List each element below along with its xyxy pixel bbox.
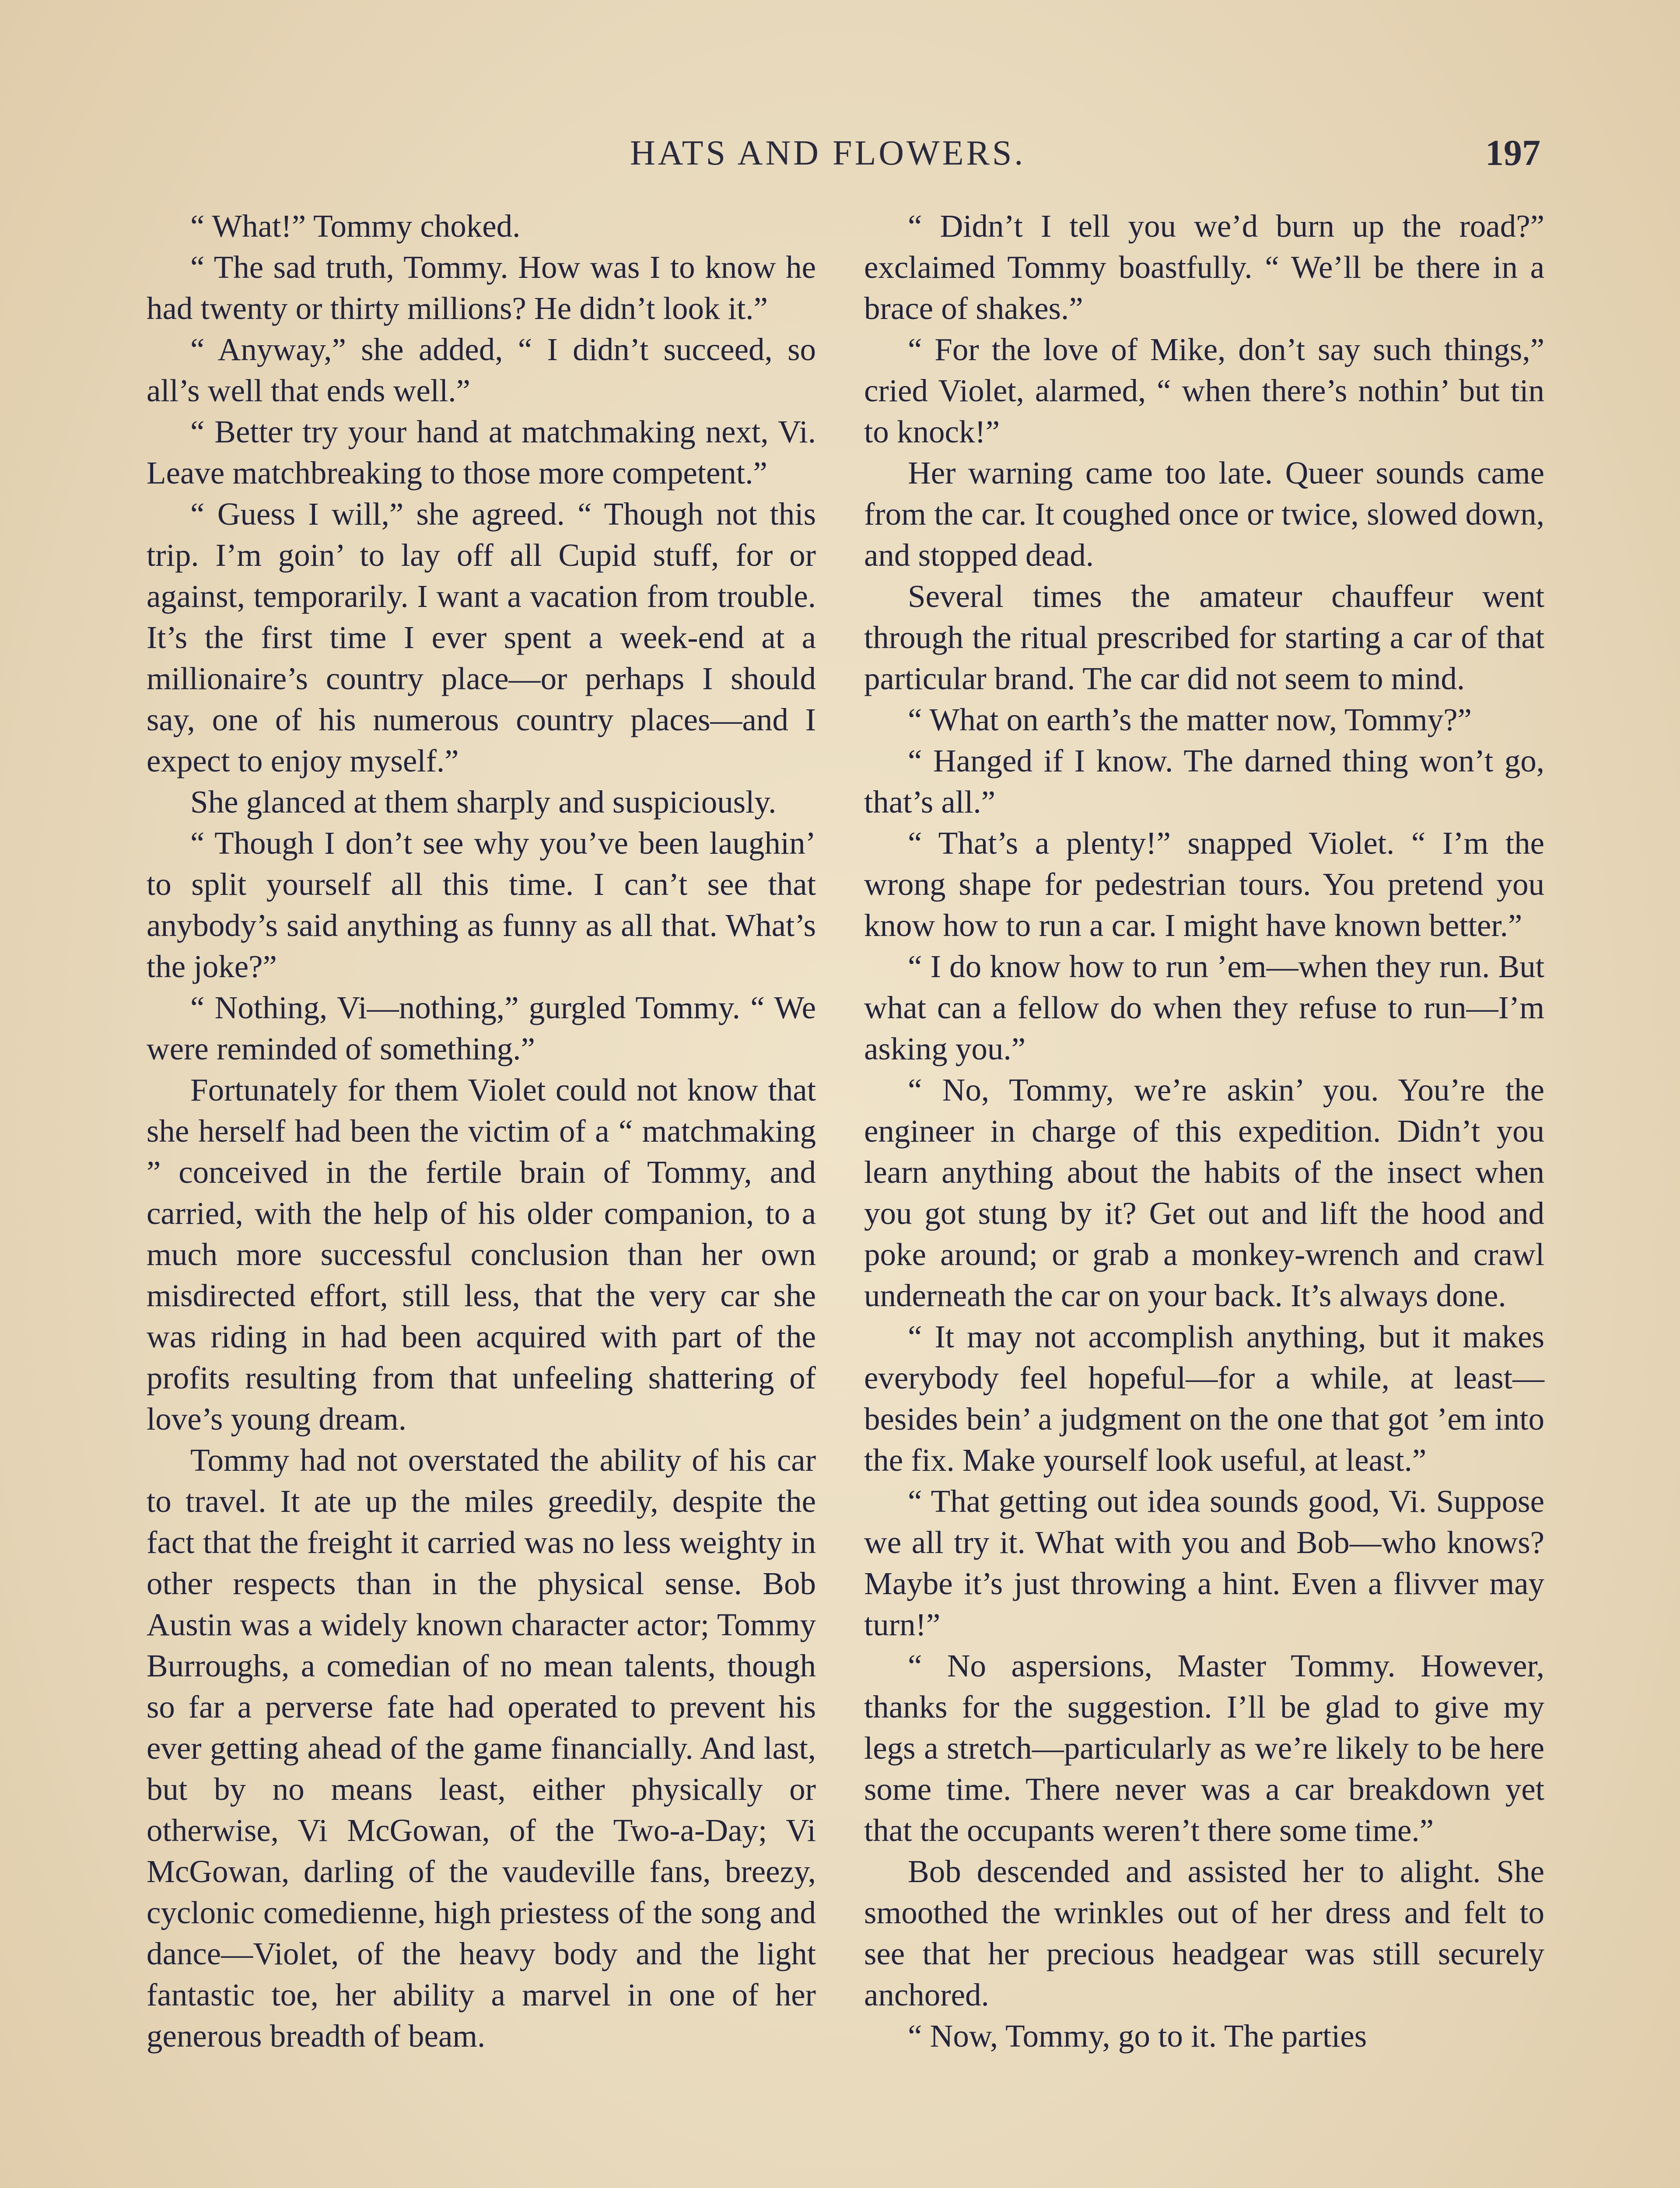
paragraph: “ Hanged if I know. The darned thing won’t go, that’s all.” xyxy=(864,743,1544,820)
paragraph: “ That’s a plenty!” snapped Violet. “ I’m the wrong shape for pedestrian tours. You pretend you know how to run a car. I might have known better.” xyxy=(864,825,1544,943)
paragraph: “ What!” Tommy choked. xyxy=(190,208,521,244)
paragraph: “ Guess I will,” she agreed. “ Though not this trip. I’m goin’ to lay off all Cupid stuff, for or against, temporarily. I want a vacation from trouble. It’s the first time I ever spent a week-end at a millionaire’s country place—or perhaps I should say, one of his numerous country places—and I expect to enjoy myself.” xyxy=(147,496,816,778)
paragraph: “ Better try your hand at matchmaking next, Vi. Leave matchbreaking to those more competent.” xyxy=(147,414,816,491)
right-column xyxy=(864,206,1544,2057)
paragraph: “ The sad truth, Tommy. How was I to know he had twenty or thirty millions? He didn’t look it.” xyxy=(147,249,816,326)
paragraph: “ That getting out idea sounds good, Vi. Suppose we all try it. What with you and Bob—who knows? Maybe it’s just throwing a hint. Even a flivver may turn!” xyxy=(864,1483,1544,1642)
paragraph: Several times the amateur chauffeur went through the ritual prescribed for starting a car of that particular brand. The car did not seem to mind. xyxy=(864,579,1544,696)
paragraph: “ No, Tommy, we’re askin’ you. You’re the engineer in charge of this expedition. Didn’t you learn anything about the habits of the insect when you got stung by it? Get out and lift the hood and poke around; or grab a monkey-wrench and crawl underneath the car on your back. It’s always done. xyxy=(864,1072,1544,1313)
left-column xyxy=(147,206,816,2057)
paragraph: Fortunately for them Violet could not know that she herself had been the victim of a “ matchmaking ” conceived in the fertile brain of Tommy, and carried, with the help of his older companion, to a much more successful conclusion than her own misdirected effort, still less, that the very car she was riding in had been acquired with part of the profits resulting from that unfeeling shattering of love’s young dream. xyxy=(147,1072,816,1437)
paragraph: “ Anyway,” she added, “ I didn’t succeed, so all’s well that ends well.” xyxy=(147,332,816,408)
paragraph: “ Though I don’t see why you’ve been laughin’ to split yourself all this time. I can’t see that anybody’s said anything as funny as all that. What’s the joke?” xyxy=(147,825,816,984)
paragraph: “ No aspersions, Master Tommy. However, thanks for the suggestion. I’ll be glad to give my legs a stretch—particularly as we’re likely to be here some time. There never was a car breakdown yet that the occupants weren’t there some time.” xyxy=(864,1648,1544,1848)
paragraph: “ Nothing, Vi—nothing,” gurgled Tommy. “ We were reminded of something.” xyxy=(147,990,816,1066)
paragraph: “ I do know how to run ’em—when they run. But what can a fellow do when they refuse to run—I’m asking you.” xyxy=(864,949,1544,1066)
paragraph: She glanced at them sharply and suspiciously. xyxy=(190,784,777,820)
paragraph: Tommy had not overstated the ability of his car to travel. It ate up the miles greedily, despite the fact that the freight it carried was no less weighty in other respects than in the physical sense. Bob Austin was a widely known character actor; Tommy Burroughs, a comedian of no mean talents, though so far a perverse fate had operated to prevent his ever getting ahead of the game financially. And last, but by no means least, either physically or otherwise, Vi McGowan, of the Two-a-Day; Vi McGowan, darling of the vaudeville fans, breezy, cyclonic comedienne, high priestess of the song and dance—Violet, of the heavy body and the light fantastic toe, her ability a marvel in one of her generous breadth of beam. xyxy=(147,1442,816,2054)
running-title: HATS AND FLOWERS. xyxy=(630,134,1026,172)
page-number: 197 xyxy=(1485,133,1540,173)
paragraph: Her warning came too late. Queer sounds came from the car. It coughed once or twice, slowed down, and stopped dead. xyxy=(864,455,1544,573)
paragraph: “ What on earth’s the matter now, Tommy?” xyxy=(908,702,1472,737)
paragraph: “ Didn’t I tell you we’d burn up the road?” exclaimed Tommy boastfully. “ We’ll be there in a brace of shakes.” xyxy=(864,208,1544,326)
paragraph: Bob descended and assisted her to alight. She smoothed the wrinkles out of her dress and felt to see that her precious headgear was still securely anchored. xyxy=(864,1854,1544,2013)
paragraph: “ Now, Tommy, go to it. The parties xyxy=(908,2018,1367,2054)
paragraph: “ It may not accomplish anything, but it makes everybody feel hopeful—for a while, at least—besides bein’ a judgment on the one that got ’em into the fix. Make yourself look useful, at least.” xyxy=(864,1319,1544,1478)
running-head xyxy=(0,133,1680,182)
paragraph: “ For the love of Mike, don’t say such things,” cried Violet, alarmed, “ when there’s nothin’ but tin to knock!” xyxy=(864,332,1544,449)
